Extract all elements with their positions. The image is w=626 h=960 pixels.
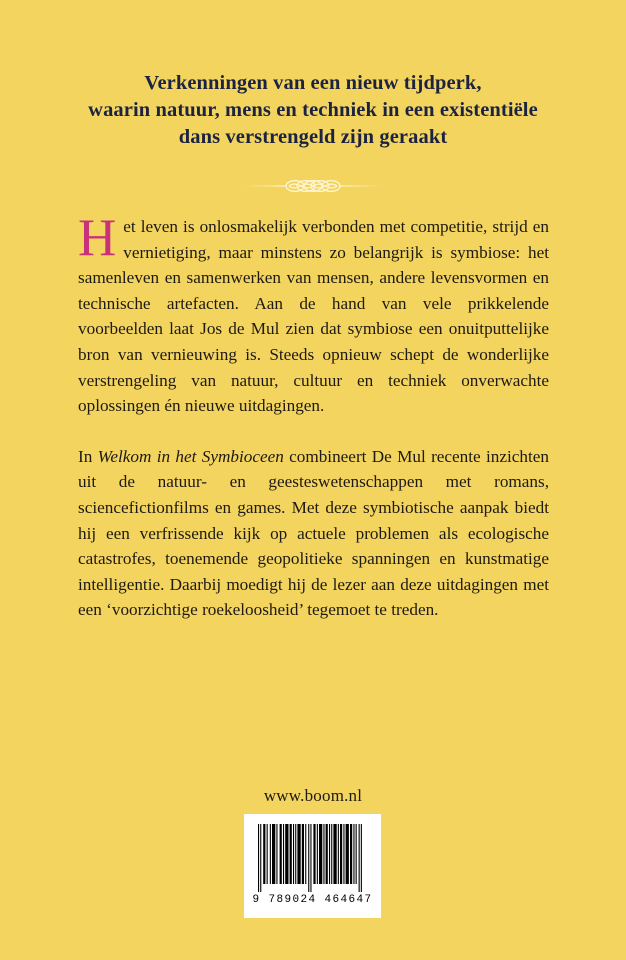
book-title: Welkom in het Symbioceen [97, 446, 284, 466]
tagline-line-1: Verkenningen van een nieuw tijdperk, [144, 72, 482, 94]
blurb-paragraph-1-text: et leven is onlosmakelijk verbonden met competitie, strijd en vernietiging, maar minstens zo belangrijk is symbiose: het samenleven en samenwerken van mensen, andere levensvormen en technische artefacten. Aan de hand van vele prikkelende voorbeelden laat Jos de Mul zien dat symbiose een onuitputtelijke bron van vernieuwing is. Steeds opnieuw schept de wonderlijke verstrengeling van natuur, cultuur en techniek onverwachte oplossingen én nieuwe uitdagingen. [78, 217, 549, 416]
blurb-paragraph-2-text: combineert De Mul recente inzichten uit de natuur- en geesteswetenschappen met romans, sciencefictionfilms en games. Met deze symbiotische aanpak biedt hij een verfrissende kijk op actuele problemen als ecologische catastrofes, toenemende geopolitieke spanningen en kunstmatige intelligentie. Daarbij moedigt hij de lezer aan deze uitdagingen met een ‘voorzichtige roekeloosheid’ tegemoet te treden. [78, 446, 549, 620]
publisher-website: www.boom.nl [263, 786, 363, 805]
blurb-paragraph-2 [78, 444, 549, 623]
tagline-line-2: waarin natuur, mens en techniek in een existentiële [88, 99, 538, 121]
barcode [244, 814, 381, 918]
barcode-digits: 9 789024 464647 [252, 894, 373, 906]
blurb-text [78, 209, 549, 623]
tagline-line-3: dans verstrengeld zijn geraakt [178, 126, 448, 148]
barcode-bars-icon [258, 824, 368, 892]
braided-knot-divider-icon [243, 175, 383, 197]
tagline [63, 70, 563, 151]
dropcap-letter: H [78, 209, 117, 267]
blurb-paragraph-1 [78, 209, 549, 419]
blurb-paragraph-2-lead: In [78, 446, 98, 466]
